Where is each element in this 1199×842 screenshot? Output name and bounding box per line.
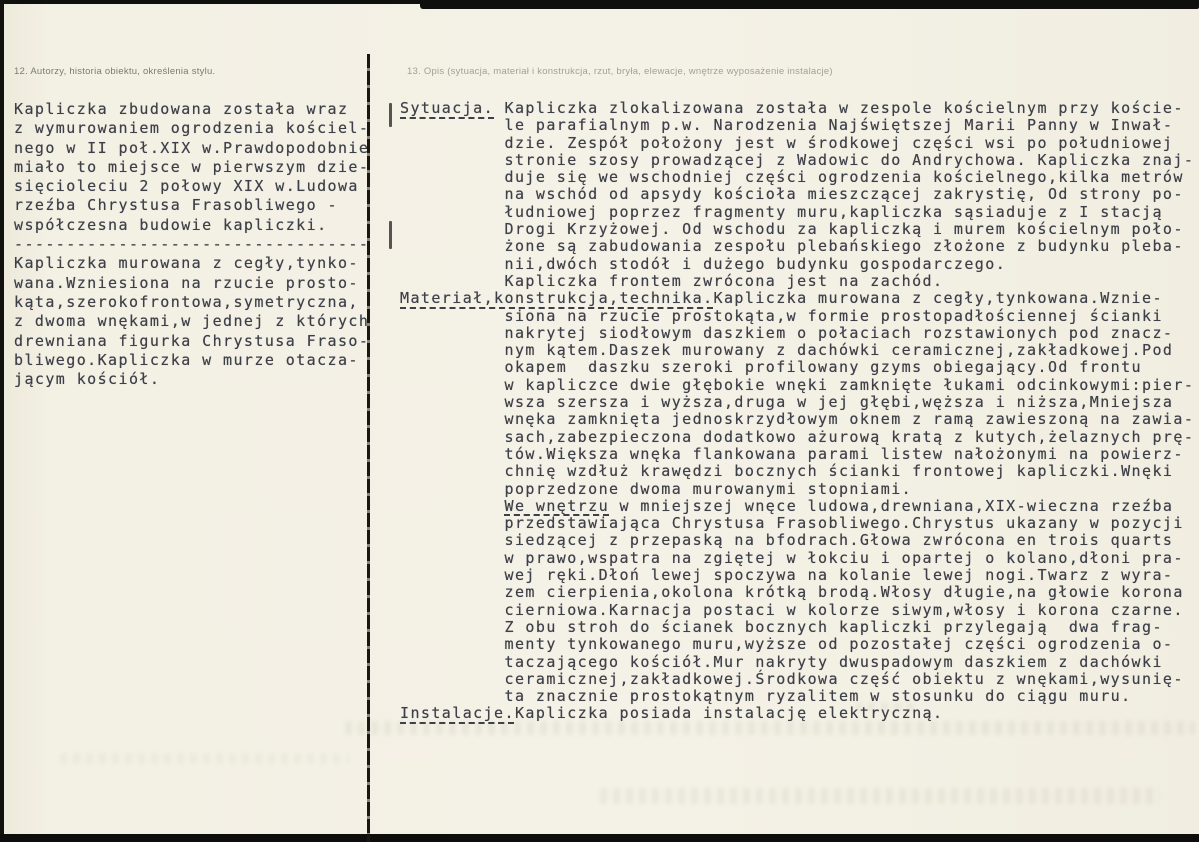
text-line: taczającego kościół.Mur nakryty dwuspadowym daszkiem z dachówki <box>504 652 1163 671</box>
text-line: chnię wzdłuż krawędzi bocznych ścianki frontowej kapliczki.Wnęki <box>504 462 1174 481</box>
text-line: na wschód od apsydy kościoła mieszczącej zakrystię, Od strony po- <box>504 185 1184 204</box>
text-line: nakrytej siodłowym daszkiem o połaciach rozstawionych pod znacz- <box>504 323 1174 342</box>
text-line: wnęka zamknięta jednoskrzydłowym oknem z ramą zawieszoną na zawia- <box>504 410 1195 429</box>
text-line: cierniowa.Karnacja postaci w kolorze siwym,włosy i korona czarne. <box>504 600 1184 619</box>
bleed-through-smudge <box>855 703 915 711</box>
text-line: miało to miejsce w pierwszym dzie- <box>14 157 370 176</box>
text-line: sięcioleciu 2 połowy XIX w.Ludowa <box>14 177 359 196</box>
text-line: drewniana figurka Chrystusa Fraso- <box>14 331 370 350</box>
stray-ink-mark <box>389 103 392 127</box>
underlined-label: Instalacje. <box>400 704 515 723</box>
bleed-through-smudge <box>600 788 1160 804</box>
text-line: ta znacznie prostokątnym ryzalitem w stosunku do ciągu muru. <box>504 687 1132 706</box>
bleed-through-smudge <box>60 753 350 764</box>
text-line: duje się we wschodniej części ogrodzenia kościelnego,kilka metrów <box>504 168 1184 187</box>
text-line: Kapliczka zbudowana została wraz <box>14 100 349 118</box>
right-column-text <box>400 100 1194 723</box>
text-line: Z obu stroh do ścianek bocznych kapliczki przylegają dwa frag- <box>504 617 1163 636</box>
text-line: w prawo,wspatra na zgiętej w łokciu i opartej o kolano,dłoni pra- <box>504 548 1184 567</box>
text-line: menty tynkowanego muru,wyższe od pozostałej części ogrodzenia o- <box>504 635 1174 654</box>
text-line: le parafialnym p.w. Narodzenia Najświętszej Marii Panny w Inwał- <box>504 116 1174 135</box>
text-line: Kapliczka murowana z cegły,tynko- <box>14 254 359 273</box>
text-line: okapem daszku szeroki profilowany gzyms obiegający.Od frontu <box>504 358 1143 377</box>
text-line: żone są zabudowania zespołu plebańskiego złożone z budynku pleba- <box>504 237 1184 256</box>
text-line: ceramicznej,zakładkowej.Środkowa część obiektu z wnękami,wysunię- <box>504 669 1184 688</box>
text-line: przedstawiająca Chrystusa Frasobliwego.Chrystus ukazany w pozycji <box>504 514 1184 533</box>
text-line: poprzedzone dwoma murowanymi stopniami. <box>504 479 913 498</box>
text-line: współczesna budowie kapliczki. <box>14 215 328 234</box>
section-12-caption: 12. Autorzy, historia obiektu, określenia stylu. <box>14 66 216 77</box>
section-13-caption: 13. Opis (sytuacja, materiał i konstrukcja, rzut, bryła, elewacje, wnętrze wyposażenie instalacje) <box>407 66 833 77</box>
text-line: Kapliczka frontem zwrócona jest na zachód. <box>504 271 944 290</box>
underlined-label: We wnętrzu <box>504 496 610 515</box>
text-line: Sytuacja. Kapliczka zlokalizowana została w zespole kościelnym przy koście- <box>400 99 1184 117</box>
text-line: zem cierpienia,okolona krótką brodą.Włosy długie,na głowie korona <box>504 583 1184 602</box>
scan-border-top-right <box>420 0 1199 9</box>
text-line: rzeźba Chrystusa Frasobliwego - <box>14 196 338 215</box>
text-line: z dwoma wnękami,w jednej z których <box>14 312 370 331</box>
text-line: w kapliczce dwie głębokie wnęki zamknięte łukami odcinkowymi:pier- <box>504 375 1195 394</box>
text-line: wej ręki.Dłoń lewej spoczywa na kolanie lewej nogi.Twarz z wyra- <box>504 566 1174 585</box>
text-line: bliwego.Kapliczka w murze otacza- <box>14 350 359 369</box>
text-line: wsza szersza i wyższa,druga w jej głębi,węższa i niższa,Mniejsza <box>504 393 1174 412</box>
text-line: Drogi Krzyżowej. Od wschodu za kapliczką i murem kościelnym poło- <box>504 220 1184 239</box>
text-line: nym kątem.Daszek murowany z dachówki ceramicznej,zakładkowej.Pod <box>504 341 1174 360</box>
left-column-text <box>14 100 369 389</box>
text-line: siona na rzucie prostokąta,w formie prostopadłościennej ścianki <box>504 306 1163 325</box>
text-line: nego w II poł.XIX w.Prawdopodobnie <box>14 138 370 157</box>
text-line: siedzącej z przepaską na bfodrach.Głowa zwrócona en trois quarts <box>504 531 1174 550</box>
text-line: z wymurowaniem ogrodzenia kościel- <box>14 119 370 138</box>
text-line: Materiał,konstrukcja,technika.Kapliczka murowana z cegły,tynkowana.Wznie- <box>400 289 1163 308</box>
text-line: tów.Większa wnęka flankowana parami listew nałożonymi na powierz- <box>504 444 1184 463</box>
text-line: stronie szosy prowadzącej z Wadowic do Andrychowa. Kapliczka znaj- <box>504 150 1195 169</box>
text-line: nii,dwóch stodół i dużego budynku gospodarczego. <box>504 254 1007 273</box>
underlined-label: Sytuacja. <box>400 99 495 117</box>
text-line: wana.Wzniesiona na rzucie prosto- <box>14 273 359 292</box>
text-line: Instalacje.Kapliczka posiada instalację elektryczną. <box>400 704 944 723</box>
bleed-through-smudge <box>345 721 1195 735</box>
text-line: sach,zabezpieczona dodatkowo ażurową kratą z kutych,żelaznych prę- <box>504 427 1195 446</box>
text-line: łudniowej poprzez fragmenty muru,kapliczka sąsiaduje z I stacją <box>504 202 1163 221</box>
text-line: We wnętrzu w mniejszej wnęce ludowa,drewniana,XIX-wieczna rzeźba <box>504 496 1174 515</box>
text-line: dzie. Zespół położony jest w środkowej części wsi po południowej <box>504 133 1174 152</box>
text-line: jącym kościół. <box>14 370 161 389</box>
scan-border-bottom <box>0 834 1199 842</box>
text-line: kąta,szerokofrontowa,symetryczna, <box>14 292 359 311</box>
text-line: ---------------------------------- <box>14 235 370 254</box>
stray-ink-mark <box>389 221 392 249</box>
underlined-label: Materiał,konstrukcja,technika. <box>400 289 714 308</box>
scan-border-left <box>0 0 4 842</box>
